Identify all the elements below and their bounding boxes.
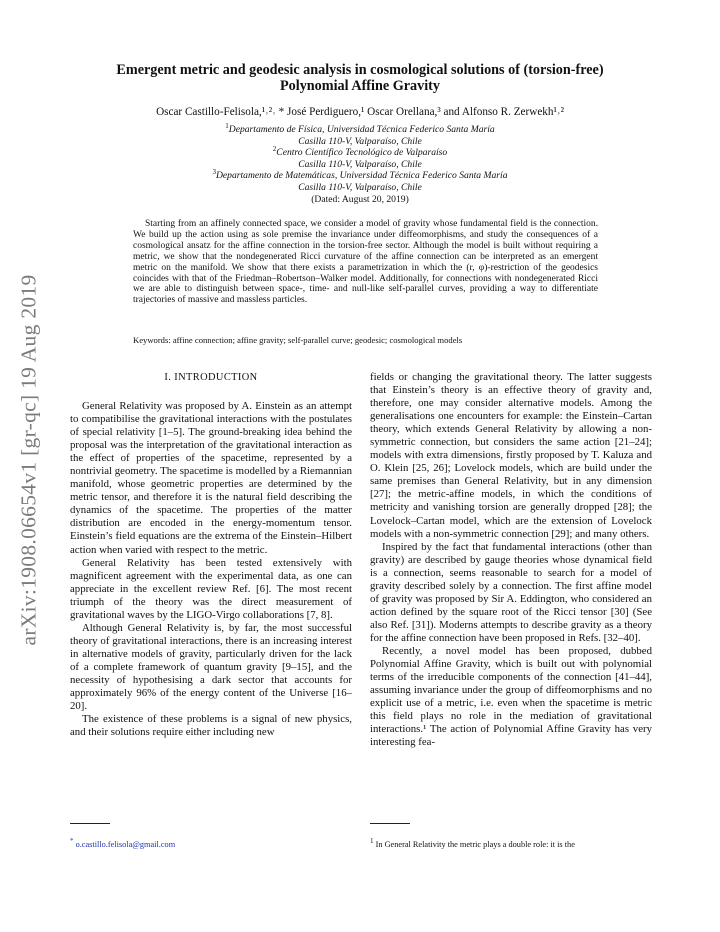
affiliation-1: $^1$Departamento de Física, Universidad Técnica Federico Santa María (225, 121, 495, 135)
paragraph: General Relativity was proposed by A. Einstein as an attempt to compatibilise the gravitational interactions with the postulates of special relativity [1–5]. The ground-breaking idea behind the proposal was the interpretation of the gravitational interaction as the effect of properties of the spacetime, represented by a nontrivial geometry. The spacetime is modelled by a Riemannian manifold, whose geometric properties are determined by the metric tensor, and therefore it is the natural field describing the dynamics of the spacetime. The properties of the matter distribution are encoded in the energy-momentum tensor. Einstein’s field equations are the extrema of the Einstein–Hilbert action when varied with respect to the metric. (70, 400, 352, 556)
affiliation-2: $^2$Centro Científico Tecnológico de Valparaíso (272, 145, 448, 159)
affiliation-3-address: Casilla 110-V, Valparaíso, Chile (298, 181, 422, 193)
affiliation-3: $^3$Departamento de Matemáticas, Universidad Técnica Federico Santa María (212, 168, 508, 182)
arxiv-sidebar-stamp (6, 258, 52, 662)
title-line-2: Polynomial Affine Gravity (280, 78, 440, 94)
keywords: Keywords: affine connection; affine gravity; self-parallel curve; geodesic; cosmological models (133, 335, 463, 345)
paper-title (60, 62, 660, 94)
right-column (370, 371, 652, 749)
footnote-text: In General Relativity the metric plays a double role: it is the (375, 840, 575, 849)
paragraph: The existence of these problems is a signal of new physics, and their solutions require either including new (70, 713, 352, 739)
paragraph: Inspired by the fact that fundamental interactions (other than gravity) are described by gauge theories whose dynamical field is a connection, seems reasonable to search for a model of gravity described solely by a connection. The first affine model of gravity was proposed by Sir A. Eddington, who considered an action defined by the square root of the Ricci tensor [30] (See also Ref. [31]). Moderns attempts to describe gravity as a theory for the affine connection have been proposed in Refs. [32–40]. (370, 540, 652, 644)
footnote-number: 1 (370, 837, 374, 846)
email-link[interactable]: o.castillo.felisola@gmail.com (75, 840, 176, 849)
footnote-1 (370, 837, 670, 849)
affiliation-1-address: Casilla 110-V, Valparaíso, Chile (298, 135, 422, 147)
footnote-email (70, 837, 176, 849)
abstract-text: Starting from an affinely connected space, we consider a model of gravity whose fundamental field is the connection. We build up the action using as sole premise the invariance under diffeomorphisms, and study the consequences of a cosmological ansatz for the affine connection in the torsion-free sector. Although the model is built without requiring a metric, we show that the nondegenerated Ricci curvature of the affine connection can be interpreted as an emergent metric on the manifold. We show that there exists a parametrization in which the (r, φ)-restriction of the geodesics coincides with that of the Friedman–Robertson–Walker model. Additionally, for connections with nondegenerated Ricci we are able to distinguish between space-, time- and null-like self-parallel curves, providing a way to differentiate trajectories of massive and massless particles. (133, 219, 598, 306)
date-line: (Dated: August 20, 2019) (311, 193, 409, 205)
title-line-1: Emergent metric and geodesic analysis in cosmological solutions of (torsion-free) (116, 62, 604, 78)
footnote-rule-right (370, 823, 410, 824)
footnote-marker: * (70, 837, 74, 846)
affiliations (60, 121, 660, 205)
abstract (133, 219, 598, 306)
paragraph: fields or changing the gravitational theory. The latter suggests that Einstein’s theory is an effective theory of gravity and, therefore, one may consider alternative models. Among the generalisations one encounters for example: the Einstein–Cartan theory, which extends General Relativity by allowing a non-symmetric connection, but considers the same action [21–24]; models with extra dimensions, firstly proposed by T. Kaluza and O. Klein [25, 26]; Lovelock models, which are build under the same premises than General Relativity, but in any dimension [27]; the metric-affine models, in which the conditions of metricity and vanishing torsion are generally dropped [28]; the Lovelock–Cartan model, which are the extension of Lovelock models with a non-symmetric connection [29]; and many others. (370, 371, 652, 540)
section-heading: I. INTRODUCTION (164, 372, 258, 383)
affiliation-2-address: Casilla 110-V, Valparaíso, Chile (298, 158, 422, 170)
paragraph: Recently, a novel model has been proposed, dubbed Polynomial Affine Gravity, which is built out with polynomial terms of the irreducible components of the connection [41–44], assuming invariance under the group of diffeomorphisms and no explicit use of a metric, i.e. even when the spacetime is metric this field plays no role in the mediation of gravitational interactions.¹ The action of Polynomial Affine Gravity has very interesting fea- (370, 644, 652, 749)
footnote-rule-left (70, 823, 110, 824)
paragraph: General Relativity has been tested extensively with magnificent agreement with the experimental data, as one can appreciate in the excellent review Ref. [6]. The most recent triumph of the theory was the direct measurement of gravitational waves by the LIGO-Virgo collaborations [7, 8]. (70, 556, 352, 621)
left-column (70, 400, 352, 739)
paragraph: Although General Relativity is, by far, the most successful theory of gravitational interactions, there is an increasing interest in alternative models of gravity, particularly driven for the lack of a complete framework of quantum gravity [9–15], and the necessity of hypothesising a dark sector that accounts for approximately 96% of the energy content of the Universe [16–20]. (70, 621, 352, 713)
arxiv-id: arXiv:1908.06654v1 [gr-qc] 19 Aug 2019 (16, 274, 41, 646)
authors: Oscar Castillo-Felisola,¹˒²˒ * José Perdiguero,¹ Oscar Orellana,³ and Alfonso R. Zerwekh¹˒² (156, 106, 564, 118)
